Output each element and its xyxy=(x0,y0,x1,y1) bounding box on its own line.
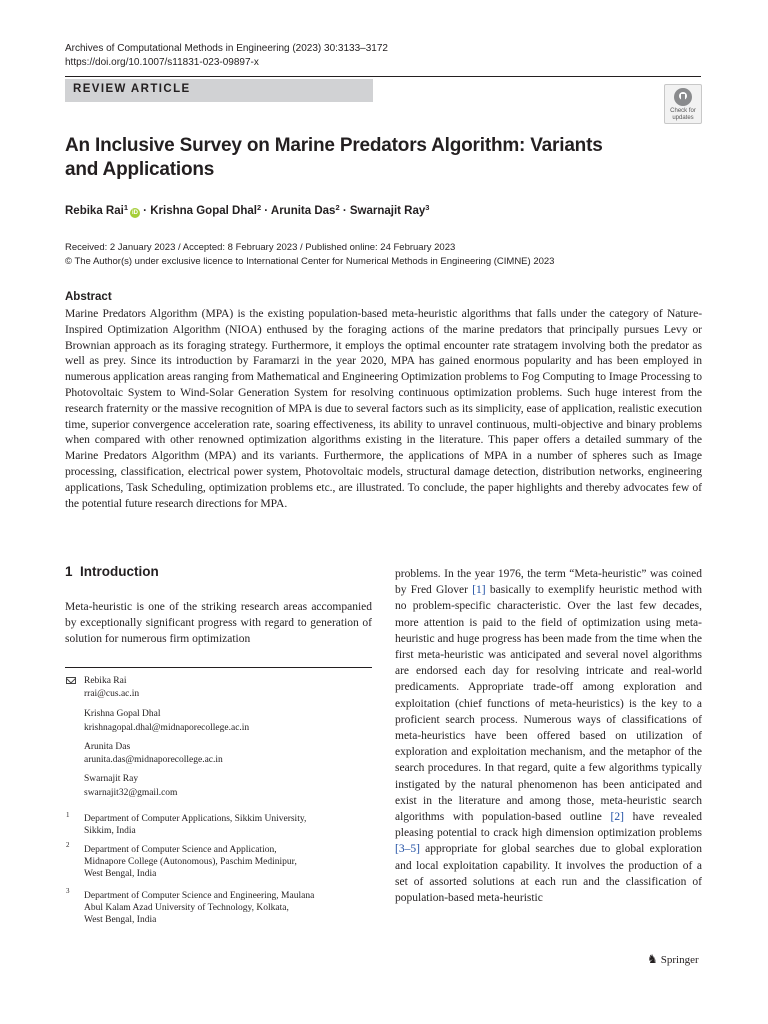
abstract-body: Marine Predators Algorithm (MPA) is the existing population-based meta-heuristic algorithms that falls under the category of Nature-Inspired Optimization Algorithm (NIOA) enthused by the foraging actions of the marine predators that principally pursues Levy or Brownian approach as its foraging strategy. Furthermore, it employs the optimal encounter rate stratagem involving both the predator as well as prey. Since its introduction by Faramarzi in the year 2020, MPA has gained enormous popularity and has been employed in numerous application areas ranging from Mathematical and Engineering Optimization problems to Fog Computing to Image Processing to Photovoltaic System to Wind-Solar Generation System for resolving continuous optimization problems. Such huge interest from the research fraternity or the massive recognition of MPA is due to several factors such as its simplicity, ease of application, realistic execution time, superior convergence acceleration rate, soaring effectiveness, its ability to unravel continuous, multi-objective and binary problems when compared with other renowned optimization algorithms existing in the literature. This paper offers a detailed summary of the Marine Predators Algorithm (MPA) and its variants. Furthermore, the applications of MPA in a number of spheres such as Image processing, classification, electrical power system, Photovoltaic models, structural damage detection, distribution networks, engineering applications, Task Scheduling, optimization problems etc., are illustrated. To conclude, the paper highlights and thereby advocates few of the potential future research directions for MPA. xyxy=(65,307,702,510)
affiliation-line: Department of Computer Science and Engineering, Maulana xyxy=(84,891,315,901)
envelope-icon xyxy=(66,677,76,684)
intro-paragraph-right xyxy=(395,566,702,906)
affiliation xyxy=(84,844,369,880)
article-title: An Inclusive Survey on Marine Predators Algorithm: Variants and Applications xyxy=(65,135,603,180)
publication-dates: Received: 2 January 2023 / Accepted: 8 February 2023 / Published online: 24 February 2023 xyxy=(65,242,456,253)
author-affiliation-sup: 2 xyxy=(335,203,340,212)
affiliation-line: Sikkim, India xyxy=(84,826,136,836)
author-affiliation-sup: 2 xyxy=(256,203,262,212)
contact-email[interactable]: arunita.das@midnaporecollege.ac.in xyxy=(84,755,223,765)
intro-paragraph-left: Meta-heuristic is one of the striking research areas accompanied by exceptionally significant progress with regard to generation of solution for numerous firm optimization xyxy=(65,601,372,646)
section-number: 1 xyxy=(65,564,73,579)
contact-name: Rebika Rai xyxy=(84,676,127,686)
affiliation-line: West Bengal, India xyxy=(84,869,157,879)
author-separator: · xyxy=(139,205,151,217)
affiliation xyxy=(84,890,369,926)
author-list xyxy=(65,203,429,218)
affiliation-line: Abul Kalam Azad University of Technology, Kolkata, xyxy=(84,903,289,913)
affiliation-line: Department of Computer Applications, Sikkim University, xyxy=(84,814,307,824)
bookmark-icon xyxy=(681,94,685,104)
contact-name: Krishna Gopal Dhal xyxy=(84,709,161,719)
citation-link[interactable]: [3–5] xyxy=(395,843,420,856)
doi-link[interactable]: https://doi.org/10.1007/s11831-023-09897-x xyxy=(65,57,259,68)
intro-text: basically to exemplify heuristic method with no problem-specific characteristic. Over the last few decades, more attention is paid to the field of optimization using meta-heuristic and huge progress has been made from the time when the first meta-heuristic was anticipated and several novel algorithms are endorsed each day for resolving intricate and real-world predicaments. Appropriate trade-off among exploration and exploitation (chief functions of meta-heuristics) is the key to a proficient search process. Numerous ways of classifications of meta-heuristics have been offered based on utilization of exploration and exploitation mechanism, and the metaphor of the search procedures. In that regard, quite a few algorithms typically instigated by the natural phenomenon has been anticipated and exist in the literature and among those, meta-heuristic search algorithms with population-based outline xyxy=(395,584,703,824)
affiliation-line: West Bengal, India xyxy=(84,915,157,925)
author-name[interactable]: Rebika Rai xyxy=(65,205,124,217)
contact-name: Arunita Das xyxy=(84,742,131,752)
footnote-divider xyxy=(65,667,372,668)
author-name[interactable]: Arunita Das xyxy=(270,205,336,217)
citation-link[interactable]: [2] xyxy=(610,811,624,824)
contact-email[interactable]: swarnajit32@gmail.com xyxy=(84,788,178,798)
intro-text: appropriate for global searches due to global exploration and local exploitation capability. It involves the production of a set of assorted solutions at each run and the classification of population-based meta-heuristic xyxy=(395,843,702,905)
publisher-logo xyxy=(647,952,699,967)
section-title: Introduction xyxy=(80,564,159,579)
author-separator: · xyxy=(261,205,271,217)
author-separator: · xyxy=(339,205,350,217)
intro-text: problems. In the year 1976, the term “Meta-heuristic” was coined by Fred Glover xyxy=(395,568,702,597)
author-affiliation-sup: 3 xyxy=(425,203,430,212)
check-badge-line2: updates xyxy=(672,115,694,121)
affiliation-number: 3 xyxy=(66,887,70,895)
affiliation-line: Department of Computer Science and Application, xyxy=(84,845,277,855)
journal-citation: Archives of Computational Methods in Engineering (2023) 30:3133–3172 xyxy=(65,43,388,54)
section-heading-introduction xyxy=(65,564,159,579)
intro-text: have revealed pleasing potential to crack high dimension optimization problems xyxy=(395,811,702,840)
article-type-label: REVIEW ARTICLE xyxy=(73,83,191,95)
publisher-name: Springer xyxy=(660,954,699,966)
contact-email[interactable]: rrai@cus.ac.in xyxy=(84,689,140,699)
affiliation-number: 1 xyxy=(66,811,70,819)
citation-link[interactable]: [1] xyxy=(472,584,486,597)
copyright-notice: © The Author(s) under exclusive licence to International Center for Numerical Methods in Engineering (CIMNE) 2023 xyxy=(65,256,555,267)
check-badge-line1: Check for xyxy=(670,108,696,114)
affiliation-line: Midnapore College (Autonomous), Paschim Medinipur, xyxy=(84,857,297,867)
check-for-updates-badge[interactable] xyxy=(664,84,702,124)
springer-horse-icon: ♞ xyxy=(647,952,658,966)
author-affiliation-sup: 1 xyxy=(123,203,128,212)
affiliation-number: 2 xyxy=(66,841,70,849)
header-divider xyxy=(65,76,701,77)
contact-name: Swarnajit Ray xyxy=(84,774,139,784)
author-name[interactable]: Swarnajit Ray xyxy=(349,205,426,217)
contact-email[interactable]: krishnagopal.dhal@midnaporecollege.ac.in xyxy=(84,723,250,733)
author-name[interactable]: Krishna Gopal Dhal xyxy=(150,205,257,217)
affiliation xyxy=(84,813,369,837)
orcid-icon[interactable]: iD xyxy=(131,210,138,216)
abstract-heading: Abstract xyxy=(65,291,112,303)
